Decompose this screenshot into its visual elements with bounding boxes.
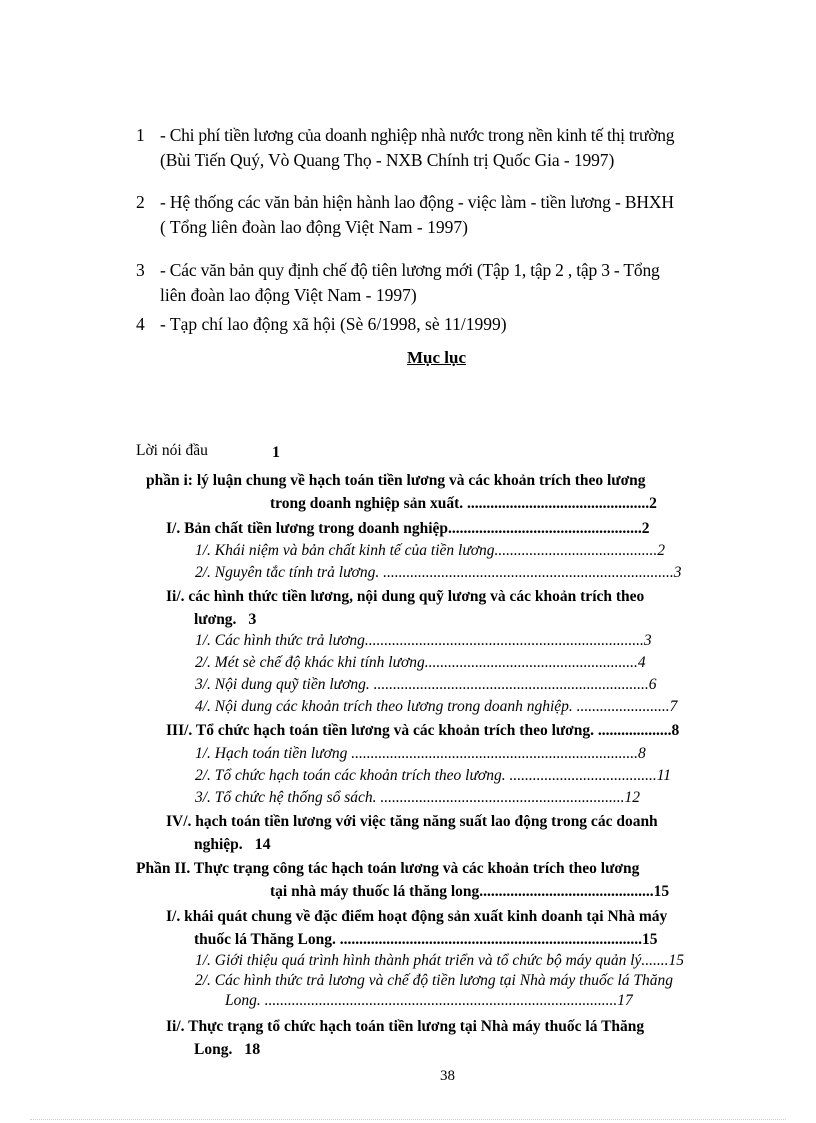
toc-section-3[interactable]: III/. Tổ chức hạch toán tiền lương và các khoản trích theo lương. ...................8 [166,722,680,739]
toc-section-1[interactable]: I/. Bản chất tiền lương trong doanh nghiệp..................................................2 [166,520,650,537]
toc-part-2[interactable]: Phần II. Thực trạng công tác hạch toán lương và các khoản trích theo lương tại nhà máy thuốc lá thăng long.............................................15 [136,860,670,900]
toc-section-1-2[interactable]: 2/. Nguyên tắc tính trả lương. ...........................................................................3 [195,564,682,581]
toc-part-2-section-2[interactable]: Ii/. Thực trạng tổ chức hạch toán tiền lương tại Nhà máy thuốc lá Thăng Long. 18 [166,1018,645,1058]
toc-section-2-2[interactable]: 2/. Mét sè chế độ khác khi tính lương.......................................................4 [195,654,646,671]
toc-part-2-section-1[interactable]: I/. khái quát chung về đặc điểm hoạt động sản xuất kinh doanh tại Nhà máy thuốc lá Thăng Long. ..............................................................................15 [166,908,668,948]
toc-section-3-2[interactable]: 2/. Tổ chức hạch toán các khoản trích theo lương. ......................................11 [195,767,672,784]
toc-section-1-1[interactable]: 1/. Khái niệm và bản chất kinh tế của tiền lương..........................................2 [195,542,666,559]
toc-section-3-3[interactable]: 3/. Tổ chức hệ thống sổ sách. ...............................................................12 [195,789,641,806]
toc-section-4[interactable]: IV/. hạch toán tiền lương với việc tăng năng suất lao động trong các doanh nghiệp. 14 [166,813,658,853]
toc-section-3-1[interactable]: 1/. Hạch toán tiền lương ..........................................................................8 [195,745,646,762]
toc-part-2-section-1-2[interactable]: 2/. Các hình thức trả lương và chế độ tiền lương tại Nhà máy thuốc lá Thăng Long. ...........................................................................................17 [195,972,674,1009]
toc-section-2-3[interactable]: 3/. Nội dung quỹ tiền lương. .......................................................................6 [195,676,657,693]
toc-section-2[interactable]: Ii/. các hình thức tiền lương, nội dung quỹ lương và các khoản trích theo lương. 3 [166,588,645,628]
toc-part-1[interactable]: phần i: lý luận chung về hạch toán tiền lương và các khoản trích theo lương trong doanh nghiệp sản xuất. ...............................................2 [146,472,657,512]
toc-section-2-4[interactable]: 4/. Nội dung các khoản trích theo lương trong doanh nghiệp. ........................7 [195,698,678,715]
toc-intro[interactable]: Lời nói đầu 1 [136,442,280,461]
toc-title: Mục lục [407,348,467,367]
toc-section-2-1[interactable]: 1/. Các hình thức trả lương........................................................................3 [195,632,652,649]
footer-divider [30,1119,786,1120]
toc-part-2-section-1-1[interactable]: 1/. Giới thiệu quá trình hình thành phát triển và tổ chức bộ máy quản lý.......15 [195,952,684,969]
page-number: 38 [440,1068,455,1084]
